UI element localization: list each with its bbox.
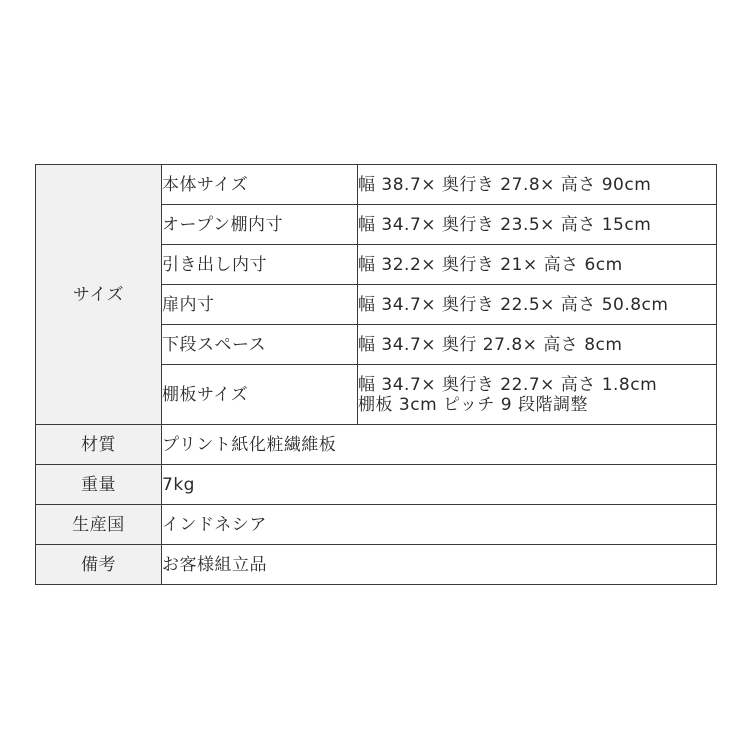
shelf-board-size: 幅 34.7× 奥行き 22.7× 高さ 1.8cm [358, 374, 658, 395]
table-row [36, 465, 717, 505]
lower-space-label: 下段スペース [162, 325, 358, 365]
door-inner-value: 幅 34.7× 奥行き 22.5× 高さ 50.8cm [358, 285, 717, 325]
drawer-inner-value: 幅 32.2× 奥行き 21× 高さ 6cm [358, 245, 717, 285]
table-row [36, 165, 717, 205]
notes-header: 備考 [36, 545, 162, 585]
material-header: 材質 [36, 425, 162, 465]
weight-value: 7kg [162, 465, 717, 505]
open-shelf-inner-value: 幅 34.7× 奥行き 23.5× 高さ 15cm [358, 205, 717, 245]
table-row [36, 545, 717, 585]
material-value: プリント紙化粧繊維板 [162, 425, 717, 465]
shelf-board-label: 棚板サイズ [162, 365, 358, 425]
door-inner-label: 扉内寸 [162, 285, 358, 325]
notes-value: お客様組立品 [162, 545, 717, 585]
shelf-board-value [358, 365, 717, 425]
drawer-inner-label: 引き出し内寸 [162, 245, 358, 285]
table-row [36, 505, 717, 545]
body-size-label: 本体サイズ [162, 165, 358, 205]
size-header: サイズ [36, 165, 162, 425]
weight-header: 重量 [36, 465, 162, 505]
origin-header: 生産国 [36, 505, 162, 545]
shelf-board-pitch: 棚板 3cm ピッチ 9 段階調整 [358, 394, 588, 415]
lower-space-value: 幅 34.7× 奥行 27.8× 高さ 8cm [358, 325, 717, 365]
open-shelf-inner-label: オープン棚内寸 [162, 205, 358, 245]
body-size-value: 幅 38.7× 奥行き 27.8× 高さ 90cm [358, 165, 717, 205]
table-row [36, 425, 717, 465]
origin-value: インドネシア [162, 505, 717, 545]
spec-table [35, 164, 717, 585]
